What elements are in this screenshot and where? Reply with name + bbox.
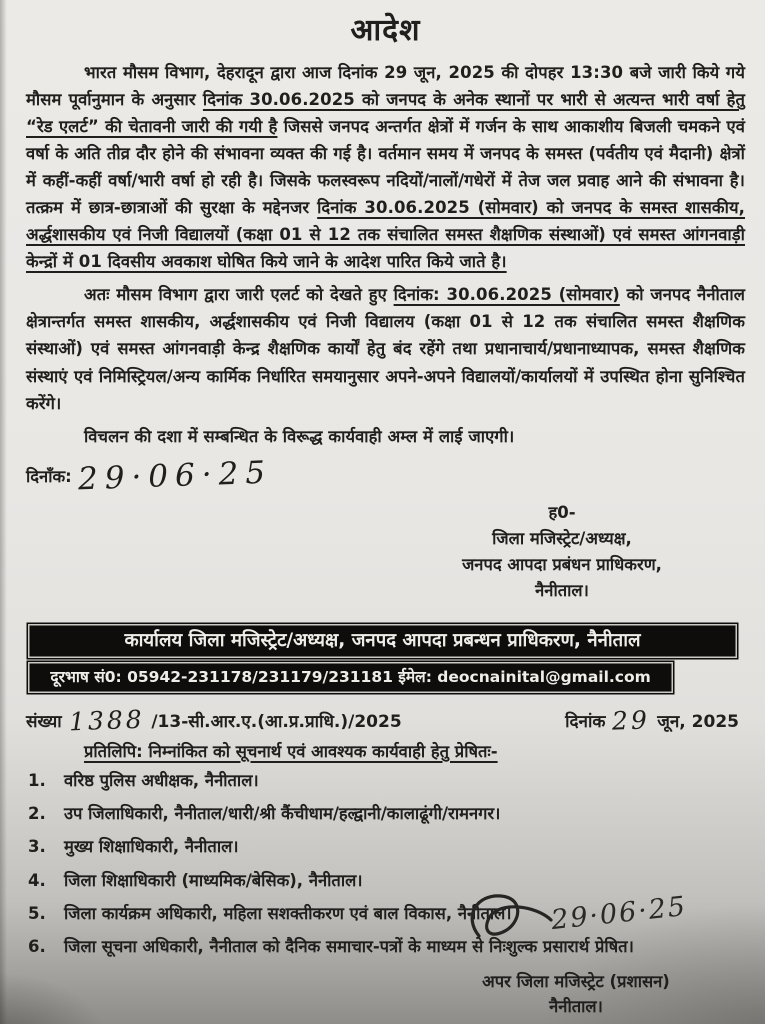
handwritten-letter-day: 29 (611, 705, 651, 736)
letter-date-label: दिनांक (565, 711, 606, 732)
letter-date (565, 706, 739, 735)
list-item (26, 768, 745, 794)
para1-seg1: भारत मौसम विभाग, देहरादून द्वारा आज दिनांक 29 जून, 2025 की दोपहर 13:30 बजे जारी किये गये मौसम पूर्वानुमान के अनुसार (26, 63, 745, 110)
paragraph-closure-directive (26, 281, 745, 416)
copy-distribution-heading: प्रतिलिपि: निम्नांकित को सूचनार्थ एवं आवश्यक कार्यवाही हेतु प्रेषितः- (84, 741, 498, 761)
para1-red-alert-underlined: दिनांक 30.06.2025 को जनपद के अनेक स्थानों पर भारी से अत्यन्त भारी वर्षा हेतु “रेड एलर्ट” की चेतावनी जारी की गयी है (26, 90, 745, 137)
document-title: आदेश (350, 13, 421, 48)
number-label: संख्या (26, 711, 62, 732)
office-letterhead-banner (28, 624, 737, 693)
signatory-authority: जनपद आपदा प्रबंधन प्राधिकरण, (462, 554, 662, 574)
handwritten-issue-date: 29·06·25 (77, 454, 273, 498)
list-item-text: जिला कार्यक्रम अधिकारी, महिला सशक्तीकरण एवं बाल विकास, नैनीताल। (64, 903, 512, 923)
list-item-text: मुख्य शिक्षाधिकारी, नैनीताल। (64, 837, 239, 857)
list-item-text: जिला सूचना अधिकारी, नैनीताल को दैनिक समाचार-पत्रों के माध्यम से निःशुल्क प्रसारार्थ प्रेषित। (64, 937, 634, 957)
list-item-text: वरिष्ठ पुलिस अधीक्षक, नैनीताल। (64, 770, 259, 790)
list-item-text: उप जिलाधिकारी, नैनीताल/धारी/श्री कैंचीधाम/हल्द्वानी/कालाढूंगी/रामनगर। (64, 804, 501, 824)
signing-officer-block (421, 969, 731, 1020)
para2-seg1: अतः मौसम विभाग द्वारा जारी एलर्ट को देखते हुए (84, 285, 394, 305)
handwritten-signature-date: 29·06·25 (549, 890, 689, 937)
signatory-place: नैनीताल। (535, 580, 589, 600)
letter-number (26, 706, 402, 735)
para1-seg3: जिससे जनपद अन्तर्गत क्षेत्रों में गर्जन के साथ आकाशीय बिजली चमकने एवं वर्षा के अति तीव्र दौर होने की संभावना व्यक्त की गई है। वर्तमान समय में जनपद के समस्त (पर्वतीय एवं मैदानी) क्षेत्रों में कहीं-कहीं वर्षा/भारी वर्षा हो रही है। जिसके फलस्वरूप नदियों/नालों/गधेरों में तेज जल प्रवाह आने की संभावना है। तत्क्रम में छात्र-छात्राओं की सुरक्षा के मद्देनजर (26, 117, 746, 218)
signing-officer-designation: अपर जिला मजिस्ट्रेट (प्रशासन) (482, 971, 670, 991)
date-label: दिनाँक: (26, 467, 72, 487)
scan-edge-artifact (0, 0, 7, 1024)
para2-date-underlined: दिनांक: 30.06.2025 (सोमवार) (393, 285, 620, 305)
signature-area (459, 886, 719, 964)
list-item-number: 3. (28, 837, 46, 857)
paragraph-warning: विचलन की दशा में सम्बन्धित के विरूद्ध कार्यवाही अम्ल में लाई जाएगी। (84, 426, 515, 446)
list-item (26, 834, 745, 860)
number-suffix: /13-सी.आर.ए.(आ.प्र.प्राधि.)/2025 (151, 711, 402, 732)
para2-seg3: को जनपद नैनीताल क्षेत्रान्तर्गत समस्त शासकीय, अर्द्धशासकीय एवं निजी विद्यालय (कक्षा 01 से 12 तक संचालित समस्त शैक्षणिक संस्थाओं) एवं समस्त आंगनवाड़ी केन्द्र शैक्षणिक कार्यों हेतु बंद रहेंगे तथा प्रधानाचार्य/प्रधानाध्यापक, समस्त शैक्षणिक संस्थाएं एवं निमिस्ट्रियल/अन्य कार्मिक निर्धारित समयानुसार अपने-अपने विद्यालयों/कार्यालयों में उपस्थित होना सुनिश्चित करेंगे। (26, 285, 745, 413)
list-item-text: जिला शिक्षाधिकारी (माध्यमिक/बेसिक), नैनीताल। (64, 870, 363, 890)
list-item-number: 1. (28, 770, 46, 790)
signatory-block (407, 500, 717, 604)
reference-number-row (26, 706, 745, 735)
signatory-designation: जिला मजिस्ट्रेट/अध्यक्ष, (492, 528, 632, 548)
letter-date-rest: जून, 2025 (657, 711, 739, 732)
list-item-number: 2. (28, 804, 46, 824)
list-item-number: 5. (28, 903, 46, 923)
handwritten-letter-number: 1388 (68, 704, 145, 737)
signatory-ho: ह0- (548, 502, 576, 522)
list-item-number: 6. (28, 937, 46, 957)
paragraph-weather-alert (26, 59, 745, 275)
issue-date-row (26, 454, 745, 498)
list-item (26, 801, 745, 827)
office-name-bar: कार्यालय जिला मजिस्ट्रेट/अध्यक्ष, जनपद आपदा प्रबन्धन प्राधिकरण, नैनीताल (28, 624, 737, 658)
office-contact-bar: दूरभाष सं0: 05942-231178/231179/231181 ईमेल: deocnainital@gmail.com (28, 662, 673, 693)
para1-holiday-order-underlined: दिनांक 30.06.2025 (सोमवार) को जनपद के समस्त शासकीय, अर्द्धशासकीय एवं निजी विद्यालयों (कक्षा 01 से 12 तक संचालित समस्त शैक्षणिक संस्थाओं) एवं समस्त आंगनवाड़ी केन्द्रों में 01 दिवसीय अवकाश घोषित किये जाने के आदेश पारित किये जाते है। (26, 198, 745, 272)
list-item-number: 4. (28, 870, 46, 890)
signing-officer-place: नैनीताल। (549, 997, 603, 1017)
